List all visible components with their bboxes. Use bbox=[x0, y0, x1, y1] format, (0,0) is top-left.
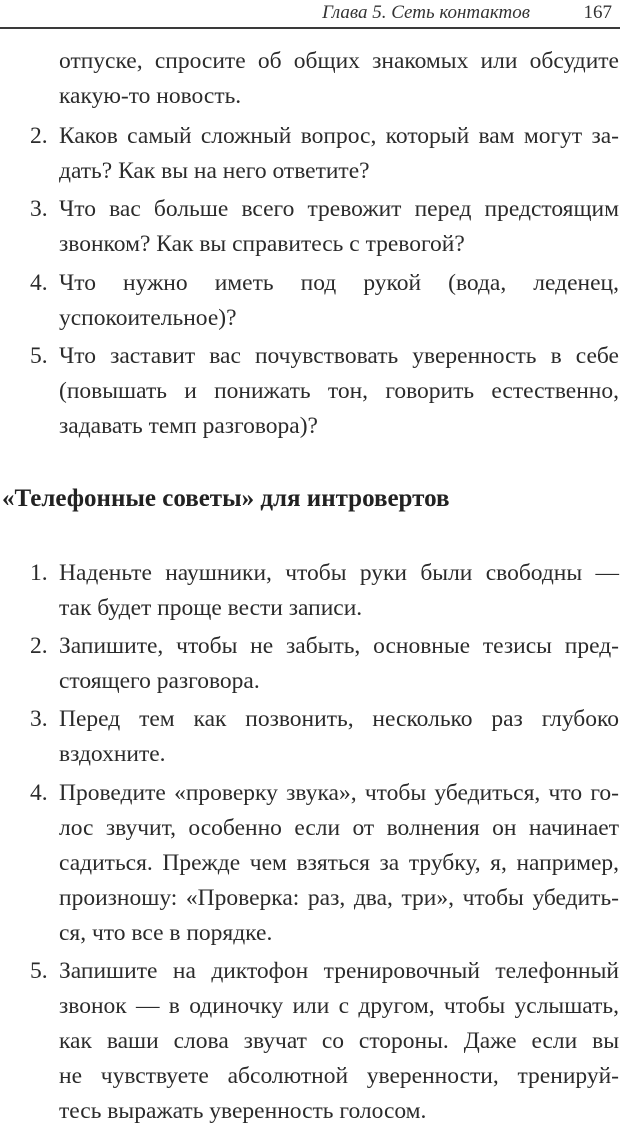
text-line: произношу: «Проверка: раз, два, три», чтобы убедить- bbox=[59, 885, 619, 911]
text-line: задавать темп разговора)? bbox=[59, 413, 318, 439]
text-line: Перед тем как позвонить, несколько раз глубоко bbox=[59, 706, 619, 732]
list-item-number: 4. bbox=[30, 780, 48, 806]
text-line: успокоительное)? bbox=[59, 305, 237, 331]
text-line: Что заставит вас почувствовать уверенность в себе bbox=[59, 343, 619, 369]
text-line: дать? Как вы на него ответите? bbox=[59, 158, 370, 184]
text-line: Каков самый сложный вопрос, который вам могут за- bbox=[59, 123, 619, 149]
list-item-number: 5. bbox=[30, 958, 48, 984]
text-line: не чувствуете абсолютной уверенности, тренируй- bbox=[59, 1063, 619, 1089]
page-number: 167 bbox=[583, 2, 612, 23]
text-line: Наденьте наушники, чтобы руки были свободны — bbox=[59, 560, 619, 586]
text-line: Что нужно иметь под рукой (вода, леденец, bbox=[59, 270, 619, 296]
text-line: Запишите, чтобы не забыть, основные тезисы пред- bbox=[59, 633, 619, 659]
list-item-number: 1. bbox=[30, 560, 48, 586]
list-item-number: 4. bbox=[30, 270, 48, 296]
section-heading: «Телефонные советы» для интровертов bbox=[2, 484, 450, 512]
text-line: Что вас больше всего тревожит перед предстоящим bbox=[59, 196, 619, 222]
list-item-number: 2. bbox=[30, 123, 48, 149]
text-line: так будет проще вести записи. bbox=[59, 595, 363, 621]
text-line: стоящего разговора. bbox=[59, 668, 260, 694]
text-line: звонком? Как вы справитесь с тревогой? bbox=[59, 231, 465, 257]
text-line: какую-то новость. bbox=[59, 83, 242, 109]
list-item-number: 3. bbox=[30, 706, 48, 732]
text-line: Запишите на диктофон тренировочный телефонный bbox=[59, 958, 619, 984]
chapter-title: Глава 5. Сеть контактов bbox=[322, 2, 530, 23]
text-line: ся, что все в порядке. bbox=[59, 920, 273, 946]
header-rule bbox=[0, 27, 620, 29]
text-line: вздохните. bbox=[59, 741, 166, 767]
running-header bbox=[0, 0, 620, 28]
text-line: садиться. Прежде чем взяться за трубку, я, например, bbox=[59, 850, 619, 876]
text-line: звонок — в одиночку или с другом, чтобы услышать, bbox=[59, 993, 619, 1019]
list-item-number: 2. bbox=[30, 633, 48, 659]
text-line: Проведите «проверку звука», чтобы убедиться, что го- bbox=[59, 780, 619, 806]
text-line: лос звучит, особенно если от волнения он начинает bbox=[59, 815, 619, 841]
text-line: (повышать и понижать тон, говорить естественно, bbox=[59, 378, 619, 404]
list-item-number: 3. bbox=[30, 196, 48, 222]
text-line: тесь выражать уверенность голосом. bbox=[59, 1098, 427, 1124]
text-line: отпуске, спросите об общих знакомых или обсудите bbox=[59, 48, 619, 74]
list-item-number: 5. bbox=[30, 343, 48, 369]
text-line: как ваши слова звучат со стороны. Даже если вы bbox=[59, 1028, 619, 1054]
